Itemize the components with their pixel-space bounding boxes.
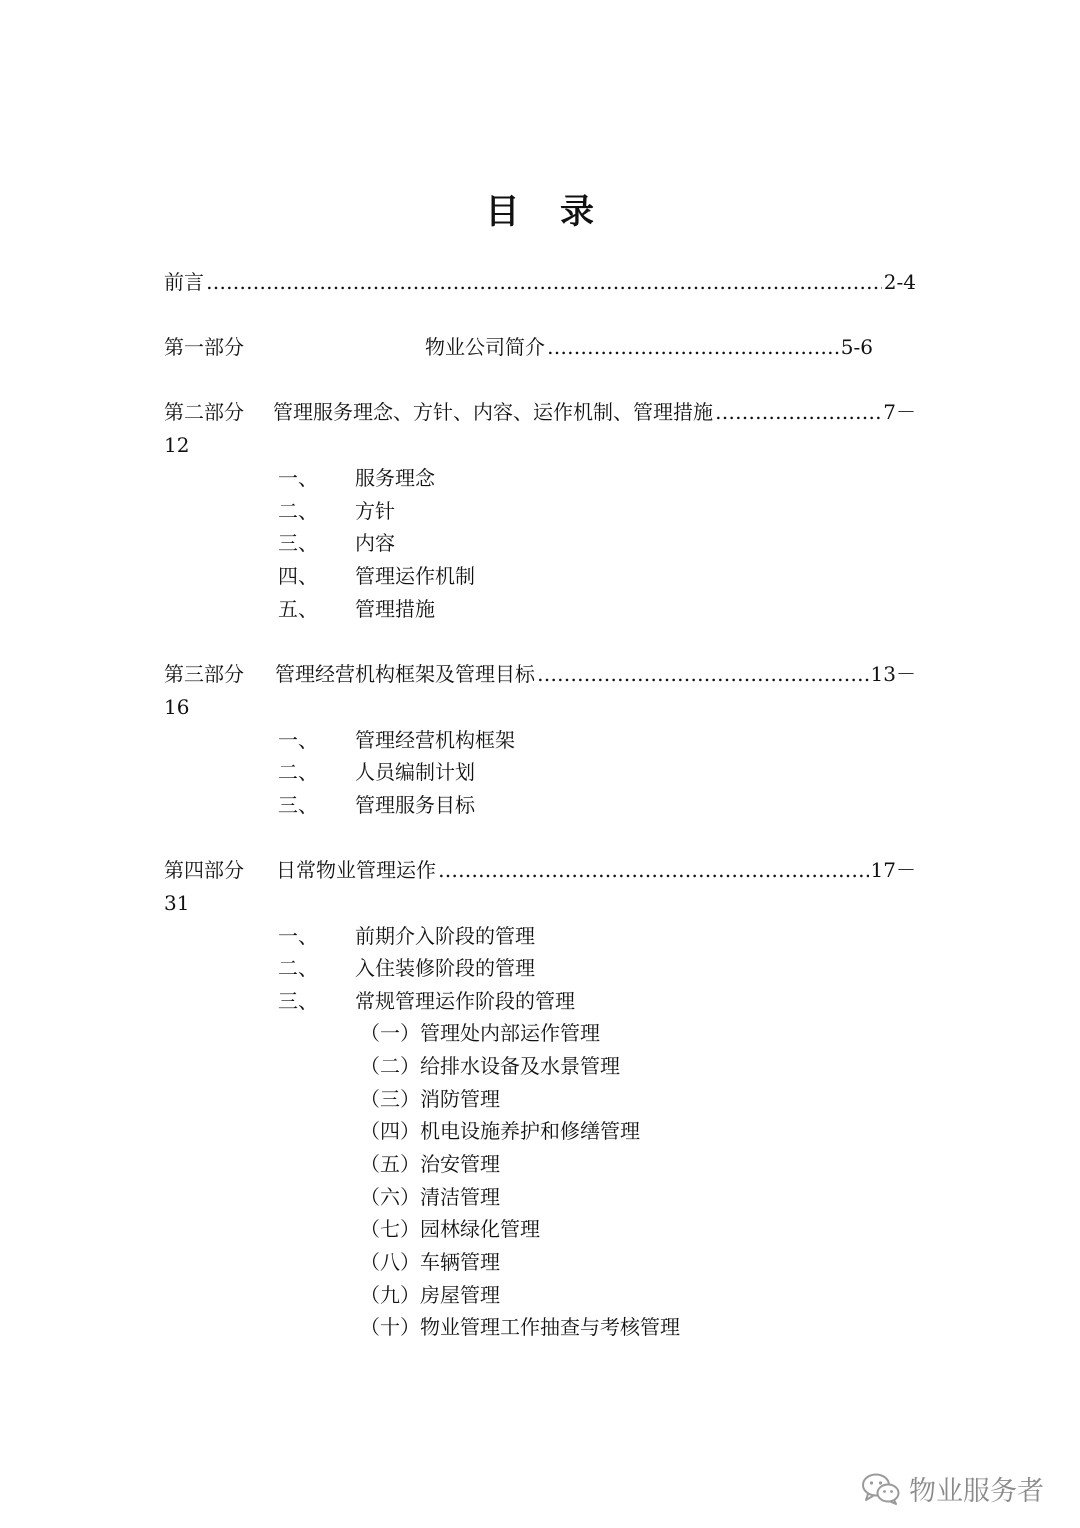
toc-leader-dots <box>438 854 869 887</box>
toc-label-part4: 日常物业管理运作 <box>276 858 436 882</box>
toc-item-label: 人员编制计划 <box>355 760 475 784</box>
toc-leader-dots <box>206 266 882 299</box>
toc-item-label: 管理措施 <box>355 597 435 621</box>
toc-entry-part1 <box>425 331 873 364</box>
toc-item-num: 一、 <box>278 924 318 948</box>
toc-entry-preface <box>164 266 916 299</box>
toc-part1-heading: 第一部分 <box>164 335 244 359</box>
toc-label-part1: 物业公司简介 <box>425 335 545 359</box>
toc-pages-part3: 13－ <box>870 662 916 686</box>
title-char-1: 目 <box>485 192 520 232</box>
toc-item-num: 二、 <box>278 499 318 523</box>
toc-subitem: （五）治安管理 <box>360 1152 500 1176</box>
toc-label-part3: 管理经营机构框架及管理目标 <box>275 662 535 686</box>
toc-pages-part2: 7－ <box>883 400 916 424</box>
toc-label-part2: 管理服务理念、方针、内容、运作机制、管理措施 <box>273 400 713 424</box>
toc-part2-heading: 第二部分 <box>164 400 244 424</box>
toc-subitem: （一）管理处内部运作管理 <box>360 1021 600 1045</box>
toc-item-label: 入住装修阶段的管理 <box>355 956 535 980</box>
toc-entry-part4 <box>276 854 916 887</box>
toc-label-preface: 前言 <box>164 270 204 294</box>
toc-subitem: （八）车辆管理 <box>360 1250 500 1274</box>
toc-item-label: 管理经营机构框架 <box>355 728 515 752</box>
toc-subitem: （七）园林绿化管理 <box>360 1217 540 1241</box>
toc-item-label: 服务理念 <box>355 466 435 490</box>
toc-leader-dots <box>715 396 881 429</box>
toc-leader-dots <box>537 658 869 691</box>
toc-subitem: （六）清洁管理 <box>360 1185 500 1209</box>
watermark <box>861 1469 1044 1508</box>
toc-pages-preface: 2-4 <box>883 270 916 294</box>
toc-item-num: 五、 <box>278 597 318 621</box>
toc-subitem: （二）给排水设备及水景管理 <box>360 1054 620 1078</box>
toc-item-num: 一、 <box>278 466 318 490</box>
toc-subitem: （三）消防管理 <box>360 1087 500 1111</box>
toc-part4-heading: 第四部分 <box>164 858 244 882</box>
toc-pages-part4: 17－ <box>870 858 916 882</box>
toc-item-num: 四、 <box>278 564 318 588</box>
toc-subitem: （九）房屋管理 <box>360 1283 500 1307</box>
toc-item-num: 三、 <box>278 793 318 817</box>
toc-pages-part2-cont: 12 <box>164 433 190 457</box>
title-char-2: 录 <box>560 192 595 232</box>
toc-leader-dots <box>547 331 839 364</box>
toc-part3-heading: 第三部分 <box>164 662 244 686</box>
toc-entry-part3 <box>275 658 916 691</box>
page-title <box>0 188 1080 236</box>
toc-item-label: 内容 <box>355 531 395 555</box>
toc-subitem: （十）物业管理工作抽查与考核管理 <box>360 1315 680 1339</box>
toc-subitem: （四）机电设施养护和修缮管理 <box>360 1119 640 1143</box>
toc-item-num: 二、 <box>278 760 318 784</box>
wechat-icon <box>861 1472 901 1506</box>
toc-pages-part3-cont: 16 <box>164 695 190 719</box>
toc-item-label: 方针 <box>355 499 395 523</box>
toc-item-label: 前期介入阶段的管理 <box>355 924 535 948</box>
toc-item-num: 三、 <box>278 989 318 1013</box>
toc-pages-part4-cont: 31 <box>164 891 190 915</box>
toc-item-num: 三、 <box>278 531 318 555</box>
toc-item-label: 常规管理运作阶段的管理 <box>355 989 575 1013</box>
toc-item-label: 管理服务目标 <box>355 793 475 817</box>
watermark-text: 物业服务者 <box>909 1476 1044 1507</box>
toc-item-num: 二、 <box>278 956 318 980</box>
toc-pages-part1: 5-6 <box>840 335 873 359</box>
toc-item-label: 管理运作机制 <box>355 564 475 588</box>
toc-item-num: 一、 <box>278 728 318 752</box>
toc-entry-part2 <box>273 396 916 429</box>
